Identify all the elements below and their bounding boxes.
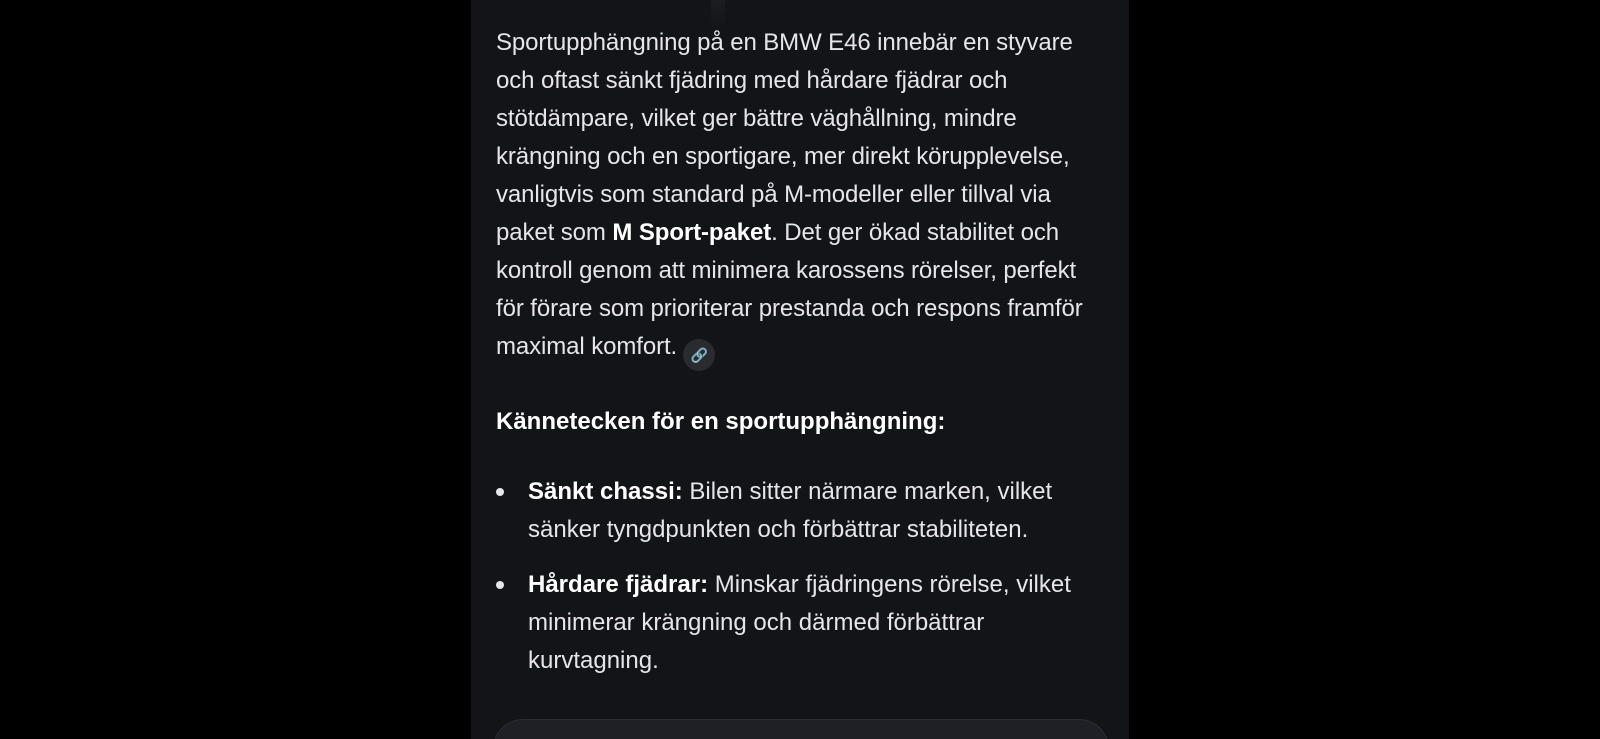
answer-content — [496, 24, 1108, 700]
answer-paragraph — [496, 24, 1108, 371]
bullet-icon — [496, 488, 504, 496]
list-item — [496, 473, 1108, 549]
paragraph-text-2: . Det ger ökad stabilitet och kontroll genom att minimera karossens rörelser, perfekt för förare som prioriterar prestanda och respons framför maximal komfort. — [496, 219, 1083, 360]
section-heading: Kännetecken för en sportupphängning: — [496, 408, 946, 435]
feature-list — [496, 473, 1108, 680]
paragraph-bold: M Sport-paket — [612, 219, 772, 246]
link-icon[interactable]: 🔗 — [683, 339, 715, 371]
list-item-text: Minskar fjädringens rörelse, vilket minimerar krängning och därmed förbättrar kurvtagning. — [528, 571, 1071, 674]
list-item — [496, 566, 1108, 680]
chat-panel — [471, 0, 1129, 739]
prompt-input-bar[interactable] — [493, 719, 1109, 739]
list-item-title: Hårdare fjädrar: — [528, 571, 709, 598]
bullet-icon — [496, 581, 504, 589]
list-item-text: Bilen sitter närmare marken, vilket sänker tyngdpunkten och förbättrar stabiliteten. — [528, 478, 1053, 543]
list-item-title: Sänkt chassi: — [528, 478, 683, 505]
paragraph-text-1: Sportupphängning på en BMW E46 innebär en styvare och oftast sänkt fjädring med hårdare fjädrar och stötdämpare, vilket ger bättre väghållning, mindre krängning och en sportigare, mer direkt körupplevelse, vanligtvis som standard på M-modeller eller tillval via paket som — [496, 29, 1073, 246]
